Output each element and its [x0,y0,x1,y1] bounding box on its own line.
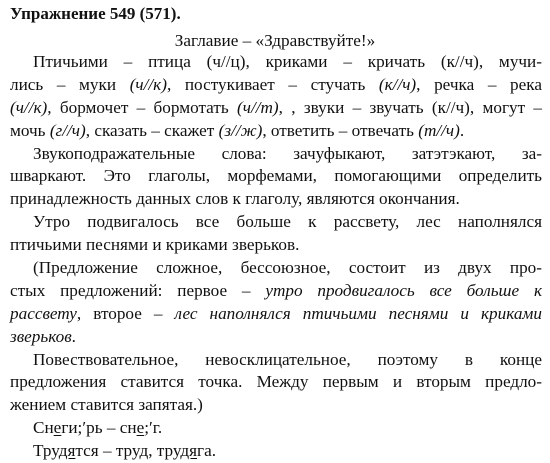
text: . [71,326,76,346]
paragraph-2-line-1: Звукоподражательные слова: зачуфыкают, затэтэкают, за- [33,143,542,163]
text: , постукивает – стучать [166,74,379,94]
word-analysis-snegiri [10,417,542,440]
text: Сн [33,418,54,438]
paragraph-3-line-1: Утро подвигалось все больше к рассвету, лес наполнялся [33,212,542,232]
paragraph-1-line-2 [10,74,542,97]
alternation: (ч//к) [129,74,167,94]
alternation: (ч//т) [237,97,279,117]
root-letter: е [136,418,145,438]
text: , ответить – отвечать [262,120,419,140]
paragraph-5-line-3: жением ставится запятая.) [10,395,203,415]
quoted-clause: лес наполнялся птичьими песнями и криками [174,303,542,323]
exercise-heading: Упражнение 549 (571). [10,4,181,23]
text: стых предложений: первое – [10,280,266,300]
root-letters: дя [58,441,76,461]
paragraph-4-line-1: (Предложение сложное, бессоюзное, состоит из двух про- [33,258,542,278]
text: , сказать – скажет [85,120,219,140]
text: лись – муки [10,74,130,94]
paragraph-5-line-2: предложения ставится точка. Между первым и вторым предло- [10,372,542,392]
title-line: Заглавие – «Здравствуйте!» [174,31,376,50]
text: мочь [10,120,50,140]
root-letters: дя [180,441,198,461]
alternation: (ч//ц) [206,52,246,71]
quoted-clause: зверьков [10,326,72,346]
paragraph-1-line-4 [10,120,542,143]
text: ;ʹг. [144,418,163,438]
paragraph-2-line-3: принадлежность данных слов к глаголу, являются окончания. [10,189,460,209]
text: тся – тру [75,441,140,461]
text: , речка – река [416,74,542,94]
alternation: (г//ч) [49,120,86,140]
quoted-clause: утро продвигалось все больше к [265,280,542,300]
text: Птичьими – птица [33,52,207,71]
text: , криками – кричать (к//ч), мучи- [245,52,542,71]
text: Тру [33,441,59,461]
text: , тру [148,441,181,461]
alternation: (з//ж) [218,120,263,140]
paragraph-4-line-2 [10,280,542,303]
root-letter: д [139,441,149,461]
text: , , звуки – звучать (к//ч), могут – [278,97,542,117]
text: . [459,120,465,140]
document-body [10,51,542,463]
alternation: (к//ч) [378,74,417,94]
quoted-clause: рассвету [10,303,77,323]
root-letter: е [53,418,62,438]
text: ʹрь – сн [82,418,137,438]
paragraph-1-line-1 [10,51,542,74]
paragraph-2-line-2: шваркают. Это глаголы, морфемами, помогающими определить [10,166,542,186]
paragraph-5-line-1: Повествовательное, невосклицательное, поэтому в конце [33,349,542,369]
paragraph-3-line-2: птичьими песнями и криками зверьков. [10,235,300,255]
paragraph-1-line-3 [10,97,542,120]
alternation: (т//ч) [418,120,460,140]
text: ги; [61,418,83,438]
paragraph-4-line-4 [10,326,542,349]
text: , бормочет – бормотать [47,97,238,117]
text: , второе – [76,303,175,323]
text: га. [197,441,217,461]
paragraph-4-line-3 [10,303,542,326]
word-analysis-trudyatsya [10,440,542,463]
alternation: (ч//к) [10,97,48,117]
